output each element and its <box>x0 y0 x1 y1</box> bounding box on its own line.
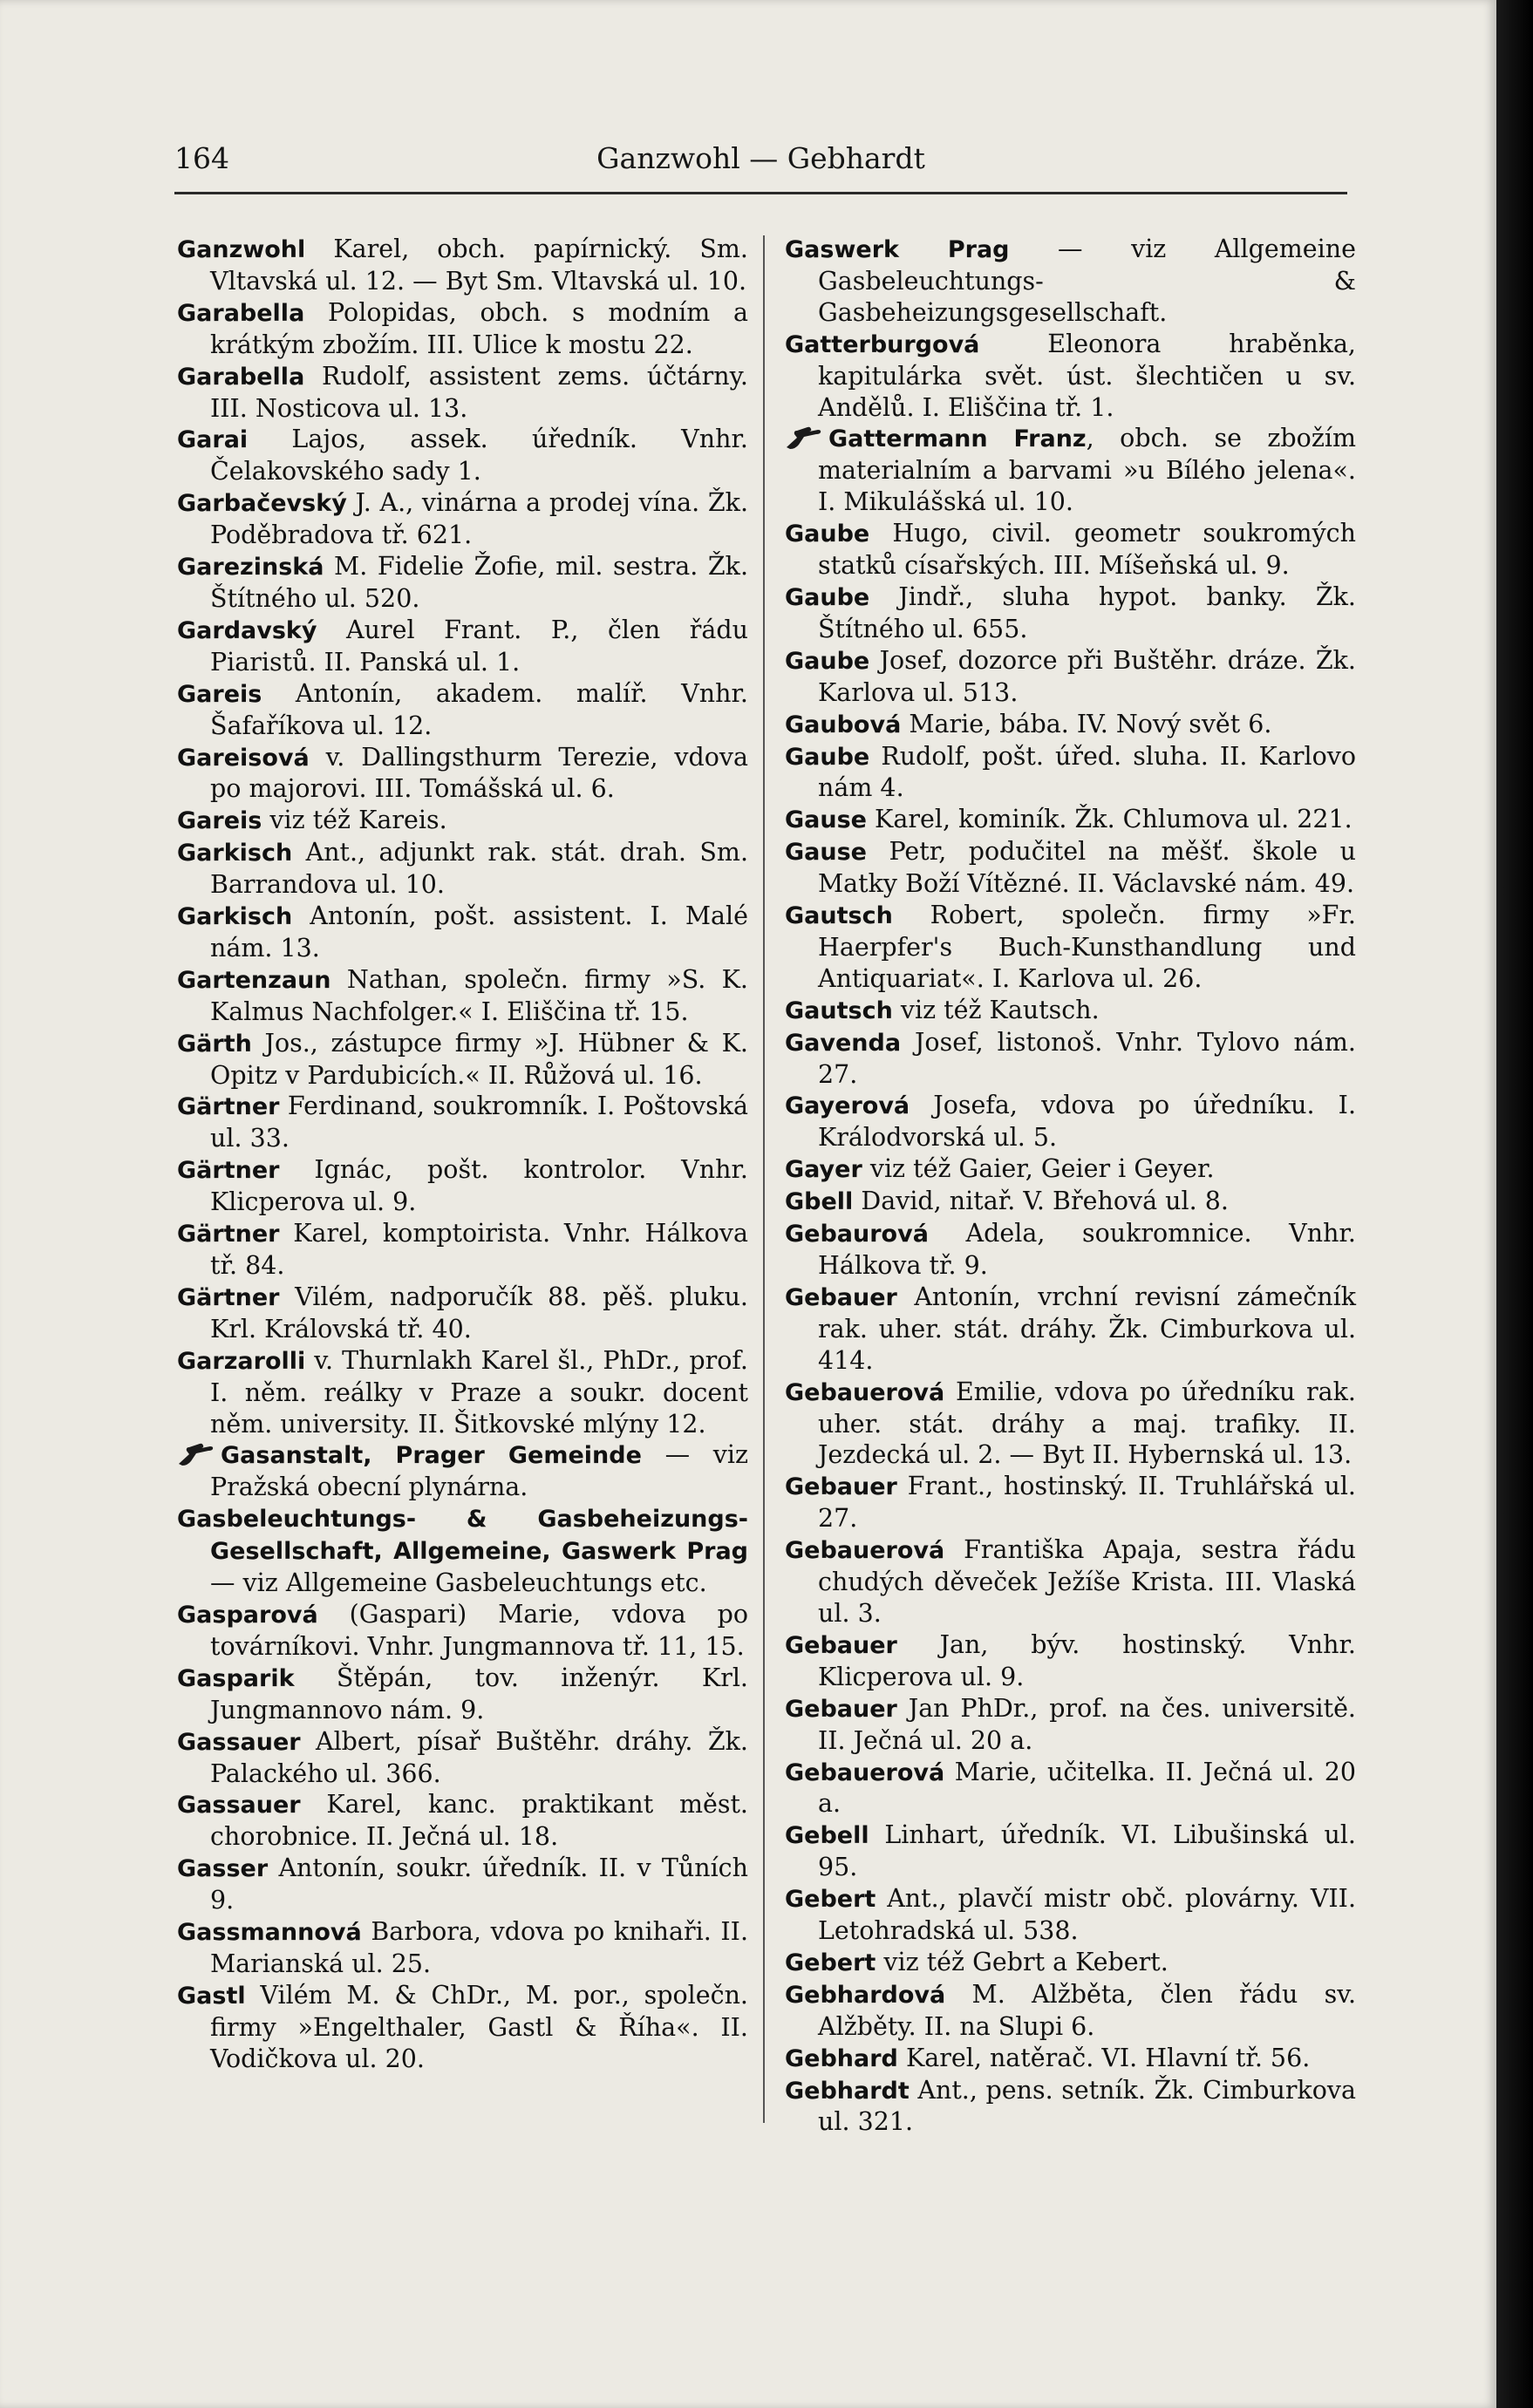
entry-name: Gebell <box>785 1822 869 1850</box>
entry-details: Karel, kominík. Žk. Chlumova ul. 221. <box>867 805 1352 834</box>
entry-name: Gebhard <box>785 2044 898 2072</box>
entry-name: Gasparik <box>177 1664 295 1692</box>
entry-details: , obch. se zbožím materialním a barvami »u Bílého jelena«. I. Mikulášská ul. 10. <box>818 424 1356 517</box>
pointing-hand-icon <box>785 424 823 450</box>
running-head: Ganzwohl — Gebhardt <box>596 141 925 175</box>
directory-entry <box>177 805 748 837</box>
entry-name: Gaube <box>785 743 870 771</box>
entry-details: Linhart, úředník. VI. Libušinská ul. 95. <box>818 1820 1356 1882</box>
entry-name: Gavenda <box>785 1029 902 1057</box>
entry-details: Polopidas, obch. s modním a krátkým zbožím. III. Ulice k mostu 22. <box>210 297 748 359</box>
book-spine-shadow <box>1496 0 1533 2408</box>
entry-name: Gebauer <box>785 1631 897 1659</box>
entry-name: Gareis <box>177 680 262 708</box>
directory-entry <box>785 709 1356 741</box>
entry-name: Gareis <box>177 807 262 835</box>
entry-details: Štěpán, tov. inženýr. Krl. Jungmannovo nám. 9. <box>210 1663 748 1724</box>
entry-name: Gasbeleuchtungs- & Gasbeheizungs-Gesellschaft, Allgemeine, Gaswerk Prag <box>177 1506 748 1566</box>
entry-details: Ant., plavčí mistr obč. plovárny. VII. Letohradská ul. 538. <box>818 1884 1356 1946</box>
directory-entry <box>177 361 748 425</box>
entry-details: Emilie, vdova po úředníku rak. uher. stát. dráhy a maj. trafiky. II. Jezdecká ul. 2. — Byt II. Hybernská ul. 13. <box>818 1377 1356 1470</box>
entry-name: Gassmannová <box>177 1919 362 1947</box>
entry-details: Rudolf, pošt. úřed. sluha. II. Karlovo nám 4. <box>818 741 1356 803</box>
directory-entry <box>785 1757 1356 1820</box>
directory-entry <box>177 1726 748 1790</box>
entry-details: Marie, učitelka. II. Ječná ul. 20 a. <box>818 1757 1356 1819</box>
directory-entry <box>177 1916 748 1980</box>
directory-entry <box>177 1853 748 1916</box>
entry-name: Gattermann Franz <box>828 425 1087 453</box>
page-number: 164 <box>174 141 229 175</box>
entry-details: Ferdinand, soukromník. I. Poštovská ul. 33. <box>210 1092 748 1153</box>
directory-entry <box>177 901 748 964</box>
entry-name: Gebauer <box>785 1283 897 1311</box>
entry-name: Garkisch <box>177 903 293 931</box>
directory-entry <box>177 615 748 678</box>
column-divider <box>763 235 765 2123</box>
directory-entry <box>785 900 1356 995</box>
entry-details: Ant., adjunkt rak. stát. drah. Sm. Barrandova ul. 10. <box>210 838 748 900</box>
entry-name: Garai <box>177 426 249 454</box>
directory-entry <box>785 2075 1356 2139</box>
entry-name: Gärtner <box>177 1221 280 1248</box>
entry-details: Lajos, assek. úředník. Vnhr. Čelakovského sady 1. <box>210 425 748 486</box>
directory-entry <box>785 1693 1356 1757</box>
entry-name: Gause <box>785 839 867 867</box>
directory-entry <box>177 1028 748 1092</box>
entry-name: Gärth <box>177 1030 252 1058</box>
directory-entry <box>785 1377 1356 1472</box>
entry-name: Gebauerová <box>785 1378 945 1406</box>
entry-details: Ant., pens. setník. Žk. Cimburkova ul. 321. <box>818 2075 1356 2137</box>
entry-name: Gatterburgová <box>785 330 980 358</box>
directory-entry <box>177 1345 748 1440</box>
entry-name: Gasser <box>177 1855 269 1883</box>
entry-details: Marie, bába. IV. Nový svět 6. <box>901 709 1272 738</box>
entry-details: Aurel Frant. P., člen řádu Piaristů. II. Panská ul. 1. <box>210 615 748 677</box>
entry-name: Gardavský <box>177 616 317 644</box>
entry-details: Nathan, společn. firmy »S. K. Kalmus Nachfolger.« I. Eliščina tř. 15. <box>210 964 748 1026</box>
directory-entry <box>177 424 748 487</box>
entry-details: Karel, komptoirista. Vnhr. Hálkova tř. 84. <box>210 1219 748 1280</box>
directory-entry <box>177 1503 748 1599</box>
entry-details: Jan, býv. hostinský. Vnhr. Klicperova ul. 9. <box>818 1629 1356 1691</box>
directory-entry <box>785 423 1356 518</box>
entry-name: Gebhardová <box>785 1981 946 2009</box>
directory-entry <box>177 1439 748 1503</box>
directory-entry <box>177 742 748 806</box>
directory-entry <box>785 1820 1356 1883</box>
entry-details: M. Alžběta, člen řádu sv. Alžběty. II. na Slupi 6. <box>818 1979 1356 2041</box>
directory-entry <box>785 804 1356 836</box>
entry-name: Ganzwohl <box>177 236 306 263</box>
entry-name: Gassauer <box>177 1792 301 1820</box>
left-column <box>177 234 748 2075</box>
entry-name: Garabella <box>177 299 305 327</box>
entry-name: Gaube <box>785 520 870 548</box>
entry-name: Gaswerk Prag <box>785 236 1010 263</box>
directory-entry <box>177 551 748 615</box>
header-rule <box>174 192 1347 194</box>
directory-entry <box>785 1471 1356 1534</box>
right-column <box>785 234 1356 2138</box>
entry-details: v. Thurnlakh Karel šl., PhDr., prof. I. něm. reálky v Praze a soukr. docent něm. university. II. Šitkovské mlýny 12. <box>210 1345 748 1439</box>
entry-details: Ignác, pošt. kontrolor. Vnhr. Klicperova ul. 9. <box>210 1155 748 1217</box>
entry-details: — viz Allgemeine Gasbeleuchtungs etc. <box>210 1568 707 1598</box>
directory-entry <box>177 1154 748 1218</box>
entry-name: Gebhardt <box>785 2077 910 2105</box>
directory-entry <box>177 487 748 551</box>
directory-entry <box>177 1663 748 1726</box>
entry-details: Frant., hostinský. II. Truhlářská ul. 27. <box>818 1472 1356 1534</box>
directory-entry <box>785 1027 1356 1091</box>
entry-name: Gasparová <box>177 1601 318 1629</box>
entry-details: M. Fidelie Žofie, mil. sestra. Žk. Štítného ul. 520. <box>210 552 748 613</box>
entry-name: Gassauer <box>177 1728 301 1756</box>
directory-entry <box>785 1153 1356 1186</box>
entry-details: Petr, podučitel na měšť. škole u Matky Boží Vítězné. II. Václavské nám. 49. <box>818 837 1356 899</box>
directory-entry <box>785 741 1356 805</box>
entry-details: Jan PhDr., prof. na čes. universitě. II. Ječná ul. 20 a. <box>818 1693 1356 1755</box>
entry-details: Robert, společn. firmy »Fr. Haerpfer's Buch-Kunsthandlung und Antiquariat«. I. Karlova ul. 26. <box>818 901 1356 993</box>
entry-details: Antonín, akadem. malíř. Vnhr. Šafaříkova ul. 12. <box>210 678 748 740</box>
directory-entry <box>785 1282 1356 1377</box>
entry-name: Gebauerová <box>785 1758 945 1786</box>
directory-entry <box>177 234 748 297</box>
entry-details: Jos., zástupce firmy »J. Hübner & K. Opitz v Pardubicích.« II. Růžová ul. 16. <box>210 1028 748 1090</box>
directory-entry <box>785 1090 1356 1153</box>
directory-entry <box>785 1629 1356 1693</box>
entry-name: Gayerová <box>785 1092 910 1120</box>
directory-entry <box>785 836 1356 900</box>
directory-entry <box>785 582 1356 645</box>
entry-name: Garzarolli <box>177 1347 306 1375</box>
entry-name: Garbačevský <box>177 490 347 518</box>
entry-details: Františka Apaja, sestra řádu chudých děveček Ježíše Krista. III. Vlaská ul. 3. <box>818 1535 1356 1628</box>
entry-details: Albert, písař Buštěhr. dráhy. Žk. Palackého ul. 366. <box>210 1726 748 1788</box>
entry-name: Gebauerová <box>785 1537 945 1565</box>
directory-entry <box>785 329 1356 424</box>
entry-name: Gärtner <box>177 1283 280 1311</box>
entry-details: Karel, kanc. praktikant měst. chorobnice. II. Ječná ul. 18. <box>210 1790 748 1852</box>
entry-name: Gebauer <box>785 1473 897 1501</box>
directory-entry <box>177 1980 748 2075</box>
directory-entry <box>177 837 748 901</box>
entry-name: Gaube <box>785 583 870 611</box>
entry-details: Antonín, vrchní revisní zámečník rak. uher. stát. dráhy. Žk. Cimburkova ul. 414. <box>818 1282 1356 1375</box>
entry-name: Gause <box>785 806 867 834</box>
entry-details: Josef, listonoš. Vnhr. Tylovo nám. 27. <box>818 1027 1356 1089</box>
directory-entry <box>177 678 748 742</box>
entry-name: Gbell <box>785 1188 854 1216</box>
entry-name: Gebert <box>785 1949 876 1976</box>
entry-details: viz též Gebrt a Kebert. <box>876 1947 1168 1976</box>
directory-entry <box>785 1218 1356 1282</box>
directory-entry <box>177 1599 748 1663</box>
entry-details: (Gaspari) Marie, vdova po továrníkovi. Vnhr. Jungmannova tř. 11, 15. <box>210 1599 748 1661</box>
directory-entry <box>177 1218 748 1282</box>
entry-name: Gautsch <box>785 997 893 1024</box>
directory-entry <box>785 1947 1356 1979</box>
entry-details: David, nitař. V. Břehová ul. 8. <box>853 1187 1229 1216</box>
entry-name: Garezinská <box>177 554 324 582</box>
page-header <box>174 141 1347 185</box>
entry-name: Gasanstalt, Prager Gemeinde <box>221 1442 642 1470</box>
entry-details: Karel, natěrač. VI. Hlavní tř. 56. <box>897 2043 1311 2072</box>
entry-details: Josefa, vdova po úředníku. I. Králodvorská ul. 5. <box>818 1091 1356 1153</box>
entry-details: Hugo, civil. geometr soukromých statků císařských. III. Míšeňská ul. 9. <box>818 519 1356 581</box>
entry-details: viz též Kautsch. <box>892 995 1100 1024</box>
directory-entry <box>177 1091 748 1154</box>
directory-entry <box>177 964 748 1028</box>
entry-details: Jindř., sluha hypot. banky. Žk. Štítného ul. 655. <box>818 582 1356 643</box>
entry-name: Garkisch <box>177 840 293 867</box>
directory-entry <box>785 518 1356 582</box>
entry-name: Gebauer <box>785 1695 897 1723</box>
directory-entry <box>177 1282 748 1345</box>
pointing-hand-icon <box>177 1440 215 1466</box>
entry-details: Antonín, pošt. assistent. I. Malé nám. 13. <box>210 901 748 963</box>
directory-entry <box>785 1979 1356 2043</box>
entry-details: Karel, obch. papírnický. Sm. Vltavská ul. 12. — Byt Sm. Vltavská ul. 10. <box>210 235 748 296</box>
entry-name: Gaubová <box>785 711 902 738</box>
directory-entry <box>785 995 1356 1027</box>
entry-name: Gartenzaun <box>177 966 331 994</box>
entry-details: — viz Pražská obecní plynárna. <box>210 1440 748 1502</box>
entry-name: Gebert <box>785 1886 876 1914</box>
directory-entry <box>785 1186 1356 1218</box>
directory-entry <box>785 2043 1356 2075</box>
entry-details: viz též Kareis. <box>262 806 447 835</box>
entry-name: Gayer <box>785 1156 862 1184</box>
entry-details: Eleonora hraběnka, kapitulárka svět. úst. šlechtičen u sv. Andělů. I. Eliščina tř. 1. <box>818 329 1356 422</box>
entry-details: Vilém M. & ChDr., M. por., společn. firmy »Engelthaler, Gastl & Říha«. II. Vodičkova ul. 20. <box>210 1980 748 2073</box>
entry-name: Gareisová <box>177 744 310 772</box>
directory-entry <box>785 1534 1356 1629</box>
entry-name: Gebaurová <box>785 1221 929 1248</box>
entry-name: Gautsch <box>785 902 893 930</box>
entry-details: v. Dallingsthurm Terezie, vdova po majorovi. III. Tomášská ul. 6. <box>210 742 748 804</box>
directory-entry <box>785 645 1356 709</box>
entry-details: Josef, dozorce při Buštěhr. dráze. Žk. Karlova ul. 513. <box>818 645 1356 707</box>
entry-details: Adela, soukromnice. Vnhr. Hálkova tř. 9. <box>818 1219 1356 1280</box>
directory-entry <box>177 297 748 361</box>
entry-name: Garabella <box>177 363 305 391</box>
entry-details: viz též Gaier, Geier i Geyer. <box>862 1154 1215 1184</box>
entry-details: Antonín, soukr. úředník. II. v Tůních 9. <box>210 1854 748 1915</box>
entry-name: Gastl <box>177 1982 246 2010</box>
entry-details: Barbora, vdova po knihaři. II. Marianská ul. 25. <box>210 1917 748 1978</box>
entry-name: Gärtner <box>177 1157 280 1185</box>
entry-details: Vilém, nadporučík 88. pěš. pluku. Krl. Královská tř. 40. <box>210 1282 748 1343</box>
entry-name: Gaube <box>785 647 870 675</box>
directory-entry <box>177 1789 748 1853</box>
entry-details: — viz Allgemeine Gasbeleuchtungs- & Gasbeheizungsgesellschaft. <box>818 235 1357 327</box>
directory-entry <box>785 1883 1356 1947</box>
entry-name: Gärtner <box>177 1093 280 1121</box>
entry-details: J. A., vinárna a prodej vína. Žk. Poděbradova tř. 621. <box>210 488 748 550</box>
entry-details: Rudolf, assistent zems. účtárny. III. Nosticova ul. 13. <box>210 361 748 423</box>
directory-entry <box>785 234 1356 329</box>
